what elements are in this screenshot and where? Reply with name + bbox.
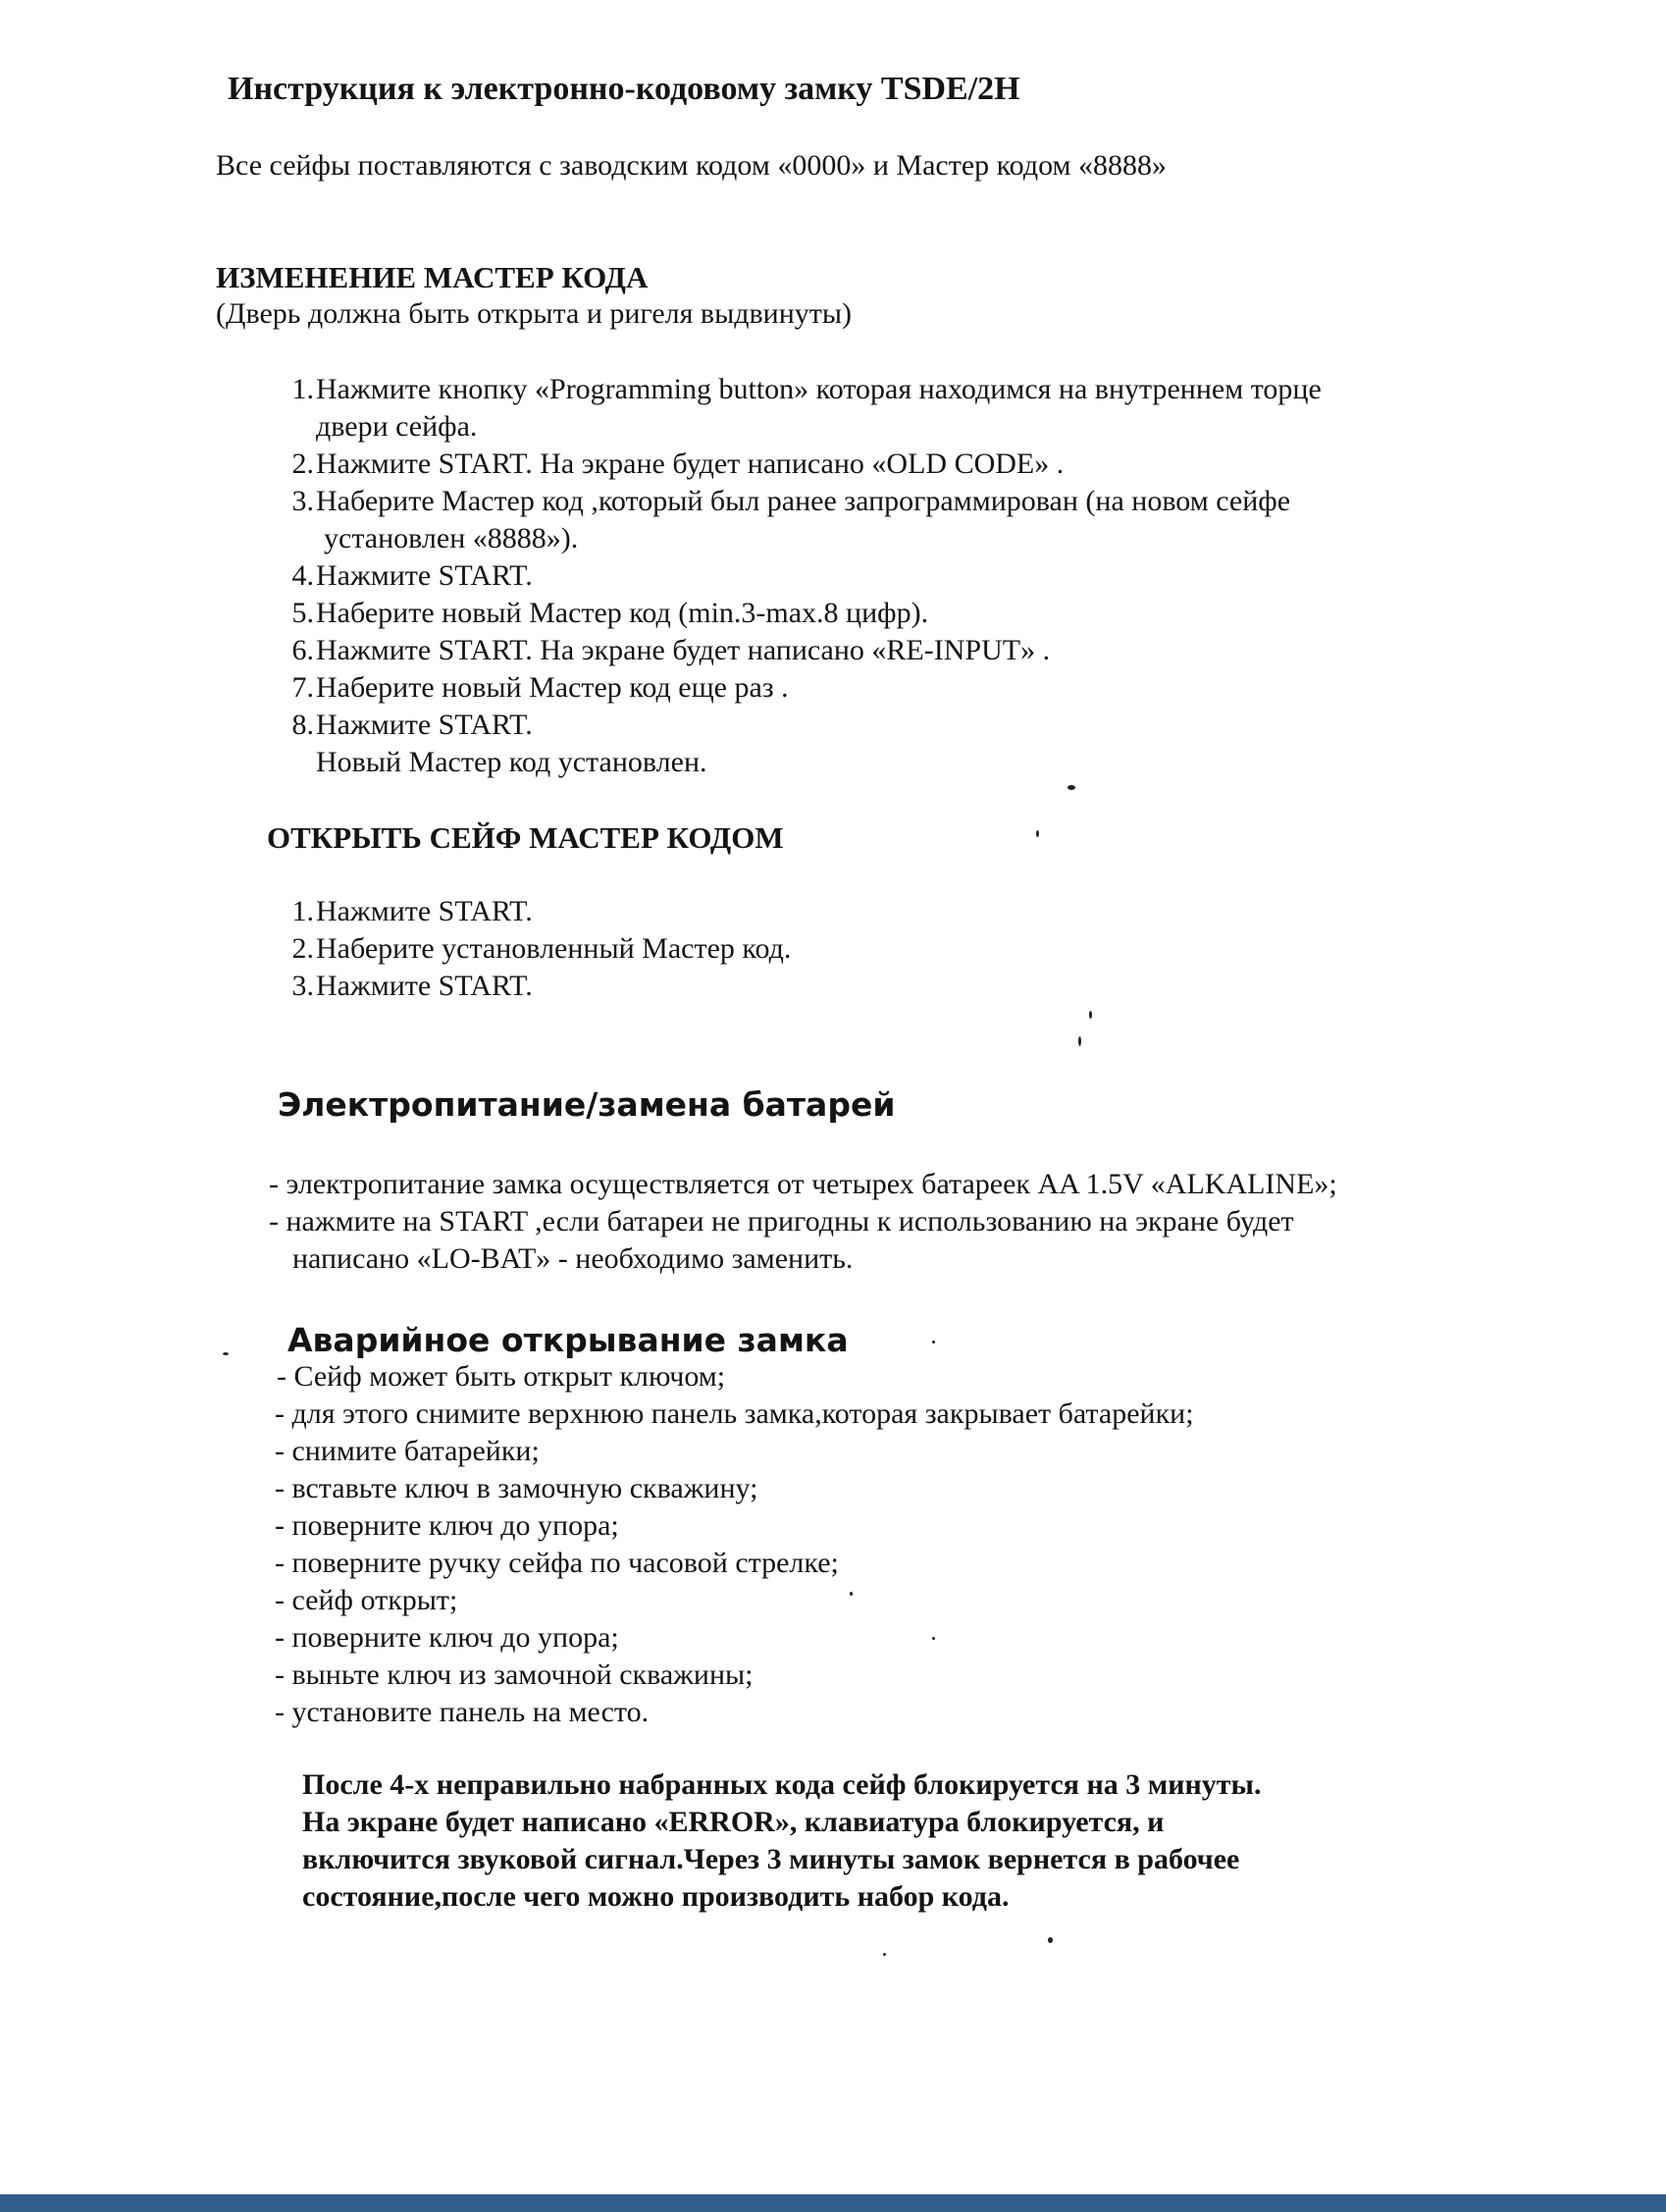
list-item: - выньте ключ из замочной скважины; <box>275 1659 754 1691</box>
step-number: 1. <box>291 373 314 405</box>
list-item-continuation: написано «LO-BAT» - необходимо заменить. <box>292 1242 854 1275</box>
step-text: Нажмите START. На экране будет написано «OLD CODE» . <box>316 448 1065 480</box>
warning-line: После 4-х неправильно набранных кода сейф блокируется на 3 минуты. <box>302 1768 1262 1801</box>
heading-open-master-code: ОТКРЫТЬ СЕЙФ МАСТЕР КОДОМ <box>267 820 784 855</box>
list-item: - сейф открыт; <box>275 1584 458 1616</box>
step-text: Нажмите кнопку «Programming button» которая находимся на внутреннем торце <box>316 373 1322 405</box>
step-number: 7. <box>291 671 314 704</box>
result-text: Новый Мастер код установлен. <box>316 746 707 778</box>
step-number: 6. <box>291 634 314 666</box>
step-text: Нажмите START. <box>316 895 533 927</box>
scan-speck <box>850 1592 853 1596</box>
list-item: - поверните ручку сейфа по часовой стрелке; <box>275 1547 839 1579</box>
step-text: Нажмите START. <box>316 709 533 741</box>
scan-speck <box>1089 1011 1092 1019</box>
step-continuation: двери сейфа. <box>316 410 478 443</box>
scan-speck <box>932 1637 935 1640</box>
step-number: 3. <box>291 970 314 1002</box>
list-item: - Сейф может быть открыт ключом; <box>277 1360 726 1393</box>
step-number: 5. <box>291 597 314 629</box>
step-number: 2. <box>291 932 314 965</box>
step-text: Нажмите START. <box>316 559 533 592</box>
lockout-warning <box>302 1766 1440 1916</box>
scan-speck <box>1078 1036 1081 1046</box>
scan-speck <box>223 1352 229 1355</box>
scan-speck <box>1048 1937 1053 1943</box>
scan-speck <box>883 1953 886 1956</box>
step-text: Наберите новый Мастер код (min.3-max.8 цифр). <box>316 597 929 629</box>
step-text: Наберите Мастер код ,который был ранее запрограммирован (на новом сейфе <box>316 485 1291 517</box>
step-number: 2. <box>291 448 314 480</box>
step-continuation: установлен «8888»). <box>324 522 579 554</box>
list-item: - установите панель на место. <box>275 1696 650 1728</box>
step-number: 4. <box>291 559 314 592</box>
step-text: Нажмите START. На экране будет написано «RE-INPUT» . <box>316 634 1051 666</box>
step-text: Наберите установленный Мастер код. <box>316 932 792 965</box>
note-door-open: (Дверь должна быть открыта и ригеля выдвинуты) <box>216 297 853 330</box>
heading-emergency-opening: Аварийное открывание замка <box>287 1321 849 1359</box>
list-item: - вставьте ключ в замочную скважину; <box>275 1472 758 1504</box>
list-item: - поверните ключ до упора; <box>275 1621 619 1654</box>
heading-power-battery: Электропитание/замена батарей <box>278 1085 896 1124</box>
step-number: 3. <box>291 485 314 517</box>
step-text: Нажмите START. <box>316 970 533 1002</box>
warning-line: включится звуковой сигнал.Через 3 минуты замок вернется в рабочее <box>302 1843 1240 1875</box>
list-item: - для этого снимите верхнюю панель замка,которая закрывает батарейки; <box>275 1397 1194 1430</box>
step-number: 8. <box>291 709 314 741</box>
warning-line: На экране будет написано «ERROR», клавиатура блокируется, и <box>302 1806 1165 1838</box>
warning-line: состояние,после чего можно производить набор кода. <box>302 1880 1010 1913</box>
document-title: Инструкция к электронно-кодовому замку TSDE/2H <box>228 71 1020 107</box>
step-number: 1. <box>291 895 314 927</box>
scan-speck <box>932 1341 935 1343</box>
step-text: Наберите новый Мастер код еще раз . <box>316 671 789 704</box>
scan-speck <box>1036 830 1039 837</box>
list-item: - снимите батарейки; <box>275 1435 540 1467</box>
list-item: - электропитание замка осуществляется от четырех батареек AA 1.5V «ALKALINE»; <box>269 1168 1337 1200</box>
intro-paragraph: Все сейфы поставляются с заводским кодом «0000» и Мастер кодом «8888» <box>216 149 1167 182</box>
heading-change-master-code: ИЗМЕНЕНИЕ МАСТЕР КОДА <box>216 260 649 294</box>
scan-edge-strip <box>0 2194 1666 2212</box>
scan-speck <box>1067 785 1075 790</box>
list-item: - нажмите на START ,если батареи не пригодны к использованию на экране будет <box>269 1205 1294 1238</box>
list-item: - поверните ключ до упора; <box>275 1509 619 1542</box>
